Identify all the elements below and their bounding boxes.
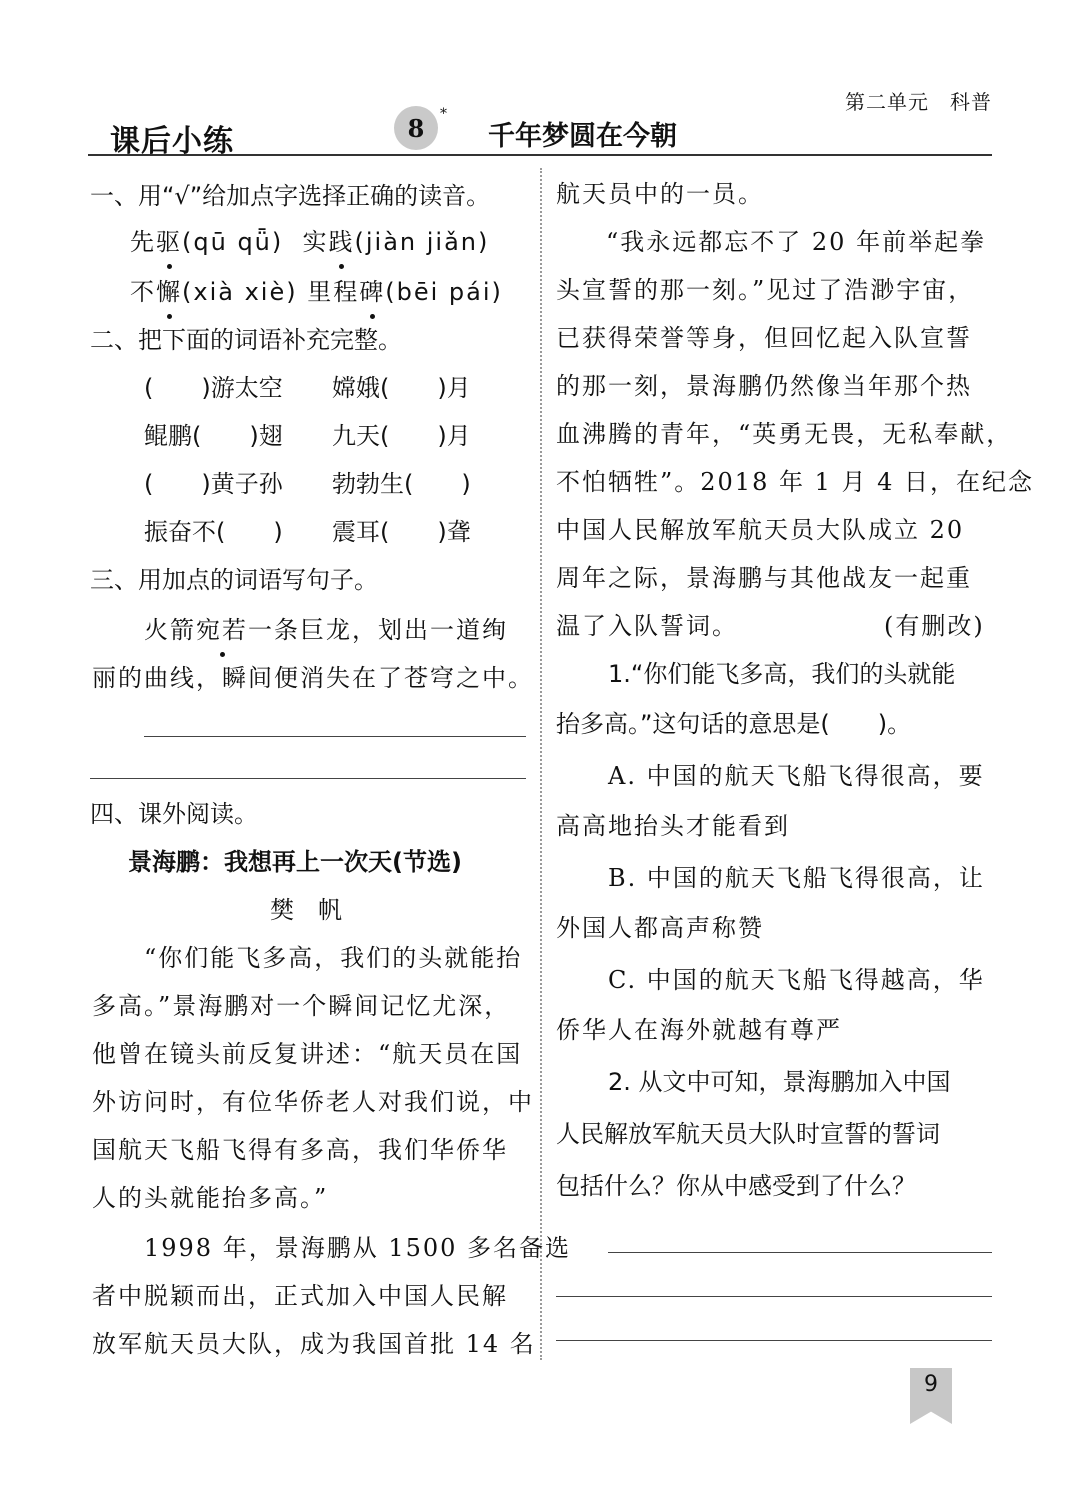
article-line: 周年之际，景海鹏与其他战友一起重 xyxy=(556,564,972,592)
option-c-cont[interactable]: 侨华人在海外就越有尊严 xyxy=(556,1016,842,1044)
q2-answer-line-1[interactable] xyxy=(608,1252,992,1253)
q2-item: 勃勃生( ) xyxy=(332,470,471,498)
q2-prompt: 二、把下面的词语补充完整。 xyxy=(90,326,402,354)
q2-item: 鲲鹏( )翅 xyxy=(144,422,283,450)
question-1-line: 抬多高。”这句话的意思是( )。 xyxy=(556,710,912,738)
article-line: 人的头就能抬多高。” xyxy=(92,1184,329,1212)
article-line: 的那一刻，景海鹏仍然像当年那个热 xyxy=(556,372,972,400)
lesson-star-mark: * xyxy=(440,106,447,122)
question-2-line: 人民解放军航天员大队时宣誓的誓词 xyxy=(556,1120,940,1148)
q2-item: 振奋不( ) xyxy=(144,518,283,546)
article-line: 血沸腾的青年，“英勇无畏，无私奉献， xyxy=(556,420,1013,448)
section-separator xyxy=(90,778,526,779)
lesson-number-badge: 8 xyxy=(394,106,438,150)
article-line: 头宣誓的那一刻。”见过了浩渺宇宙， xyxy=(556,276,975,304)
article-line: 不怕牺牲”。2018 年 1 月 4 日，在纪念 xyxy=(556,468,1035,496)
q3-prompt: 三、用加点的词语写句子。 xyxy=(90,566,378,594)
unit-label: 第二单元 科普 xyxy=(845,90,992,114)
question-1-line: 1.“你们能飞多高，我们的头就能 xyxy=(608,660,956,688)
q2-answer-line-2[interactable] xyxy=(556,1296,992,1297)
article-line: 他曾在镜头前反复讲述：“航天员在国 xyxy=(92,1040,523,1068)
q4-prompt: 四、课外阅读。 xyxy=(90,800,258,828)
section-title: 课后小练 xyxy=(110,124,234,159)
article-line: 外访问时，有位华侨老人对我们说，中 xyxy=(92,1088,534,1116)
article-title: 景海鹏：我想再上一次天(节选) xyxy=(128,848,462,876)
column-divider xyxy=(540,168,542,1360)
article-line: 国航天飞船飞得有多高，我们华侨华 xyxy=(92,1136,508,1164)
question-2-line: 2. 从文中可知，景海鹏加入中国 xyxy=(608,1068,951,1096)
article-line: 航天员中的一员。 xyxy=(556,180,764,208)
article-author: 樊 帆 xyxy=(270,896,342,924)
option-b-cont[interactable]: 外国人都高声称赞 xyxy=(556,914,764,942)
q2-item: ( )黄子孙 xyxy=(144,470,283,498)
q1-line-2: 不懈(xià xiè) 里程碑(bēi pái) xyxy=(130,268,503,316)
option-a-cont[interactable]: 高高地抬头才能看到 xyxy=(556,812,790,840)
article-line: 温了入队誓词。 xyxy=(556,612,738,640)
q2-answer-line-3[interactable] xyxy=(556,1340,992,1341)
q3-sentence-line-2: 丽的曲线，瞬间便消失在了苍穹之中。 xyxy=(92,664,534,692)
option-c[interactable]: C. 中国的航天飞船飞得越高，华 xyxy=(608,966,985,994)
q2-item: 嫦娥( )月 xyxy=(332,374,471,402)
article-line: 已获得荣誉等身，但回忆起入队宣誓 xyxy=(556,324,972,352)
lesson-title: 千年梦圆在今朝 xyxy=(488,121,677,152)
q3-sentence-line-1: 火箭宛若一条巨龙，划出一道绚 xyxy=(144,606,508,654)
option-b[interactable]: B. 中国的航天飞船飞得很高，让 xyxy=(608,864,985,892)
article-line: 放军航天员大队，成为我国首批 14 名 xyxy=(92,1330,536,1358)
source-note: (有删改) xyxy=(884,612,985,640)
article-line: 多高。”景海鹏对一个瞬间记忆尤深， xyxy=(92,992,511,1020)
q3-answer-line[interactable] xyxy=(144,736,526,737)
page-number: 9 xyxy=(924,1372,938,1397)
question-2-line: 包括什么？你从中感受到了什么？ xyxy=(556,1172,916,1200)
article-line: 中国人民解放军航天员大队成立 20 xyxy=(556,516,965,544)
header-rule xyxy=(88,154,992,156)
q2-item: ( )游太空 xyxy=(144,374,283,402)
q2-item: 震耳( )聋 xyxy=(332,518,471,546)
option-a[interactable]: A. 中国的航天飞船飞得很高，要 xyxy=(608,762,985,790)
article-line: “我永远都忘不了 20 年前举起拳 xyxy=(606,228,987,256)
article-line: 者中脱颖而出，正式加入中国人民解 xyxy=(92,1282,508,1310)
article-line: “你们能飞多高，我们的头就能抬 xyxy=(144,944,523,972)
q1-line-1: 先驱(qū qǖ) 实践(jiàn jiǎn) xyxy=(130,218,489,266)
q2-item: 九天( )月 xyxy=(332,422,471,450)
article-line: 1998 年，景海鹏从 1500 多名备选 xyxy=(144,1234,572,1262)
q1-prompt: 一、用“√”给加点字选择正确的读音。 xyxy=(90,182,491,210)
